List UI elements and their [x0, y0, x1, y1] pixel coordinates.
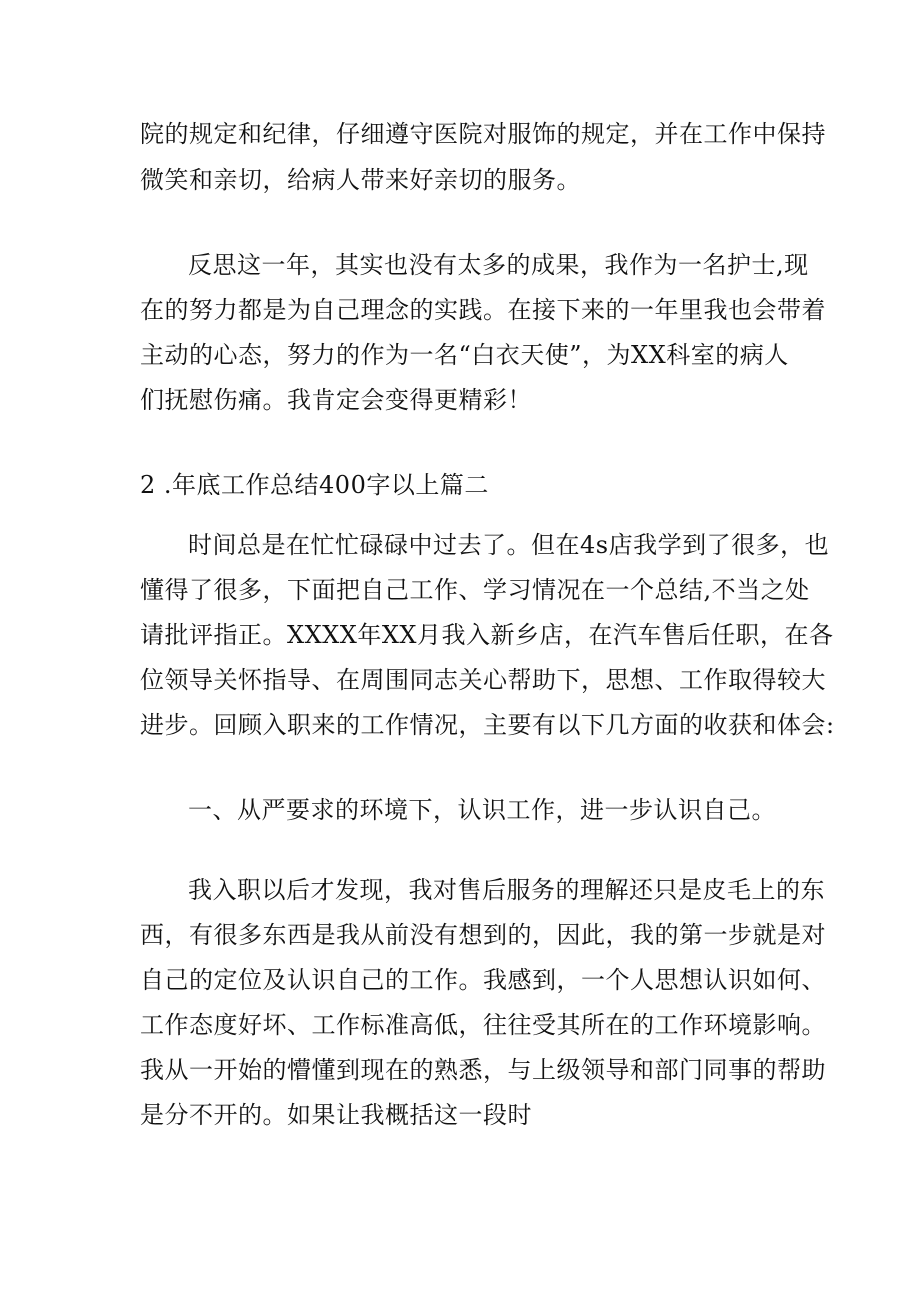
paragraph-line: 们抚慰伤痛。我肯定会变得更精彩！: [140, 386, 532, 414]
subheading-line: 一、从严要求的环境下，认识工作，进一步认识自己。: [188, 796, 776, 824]
paragraph-line: 反思这一年，其实也没有太多的成果，我作为一名护士,现: [188, 251, 809, 279]
paragraph-line: 院的规定和纪律，仔细遵守医院对服饰的规定，并在工作中保持: [140, 120, 826, 148]
paragraph-line: 懂得了很多，下面把自己工作、学习情况在一个总结,不当之处: [140, 576, 810, 604]
paragraph-line: 位领导关怀指导、在周围同志关心帮助下，思想、工作取得较大: [140, 666, 826, 694]
paragraph-line: 我从一开始的懵懂到现在的熟悉，与上级领导和部门同事的帮助: [140, 1056, 826, 1084]
paragraph-line: 我入职以后才发现，我对售后服务的理解还只是皮毛上的东: [188, 876, 825, 904]
paragraph-line: 主动的心态，努力的作为一名“白衣天使”，为XX科室的病人: [140, 341, 789, 369]
paragraph-line: 进步。回顾入职来的工作情况，主要有以下几方面的收获和体会:: [140, 711, 835, 739]
paragraph-line: 微笑和亲切，给病人带来好亲切的服务。: [140, 166, 581, 194]
paragraph-line: 是分不开的。如果让我概括这一段时: [140, 1101, 532, 1129]
paragraph-line: 工作态度好坏、工作标准高低，往往受其所在的工作环境影响。: [140, 1011, 826, 1039]
paragraph-line: 自己的定位及认识自己的工作。我感到，一个人思想认识如何、: [140, 966, 826, 994]
paragraph-line: 时间总是在忙忙碌碌中过去了。但在4s店我学到了很多，也: [188, 531, 830, 559]
section-heading: 2 .年底工作总结400字以上篇二: [140, 471, 489, 499]
paragraph-line: 西，有很多东西是我从前没有想到的，因此，我的第一步就是对: [140, 921, 826, 949]
paragraph-line: 请批评指正。XXXX年XX月我入新乡店，在汽车售后任职，在各: [140, 621, 834, 649]
paragraph-line: 在的努力都是为自己理念的实践。在接下来的一年里我也会带着: [140, 296, 826, 324]
